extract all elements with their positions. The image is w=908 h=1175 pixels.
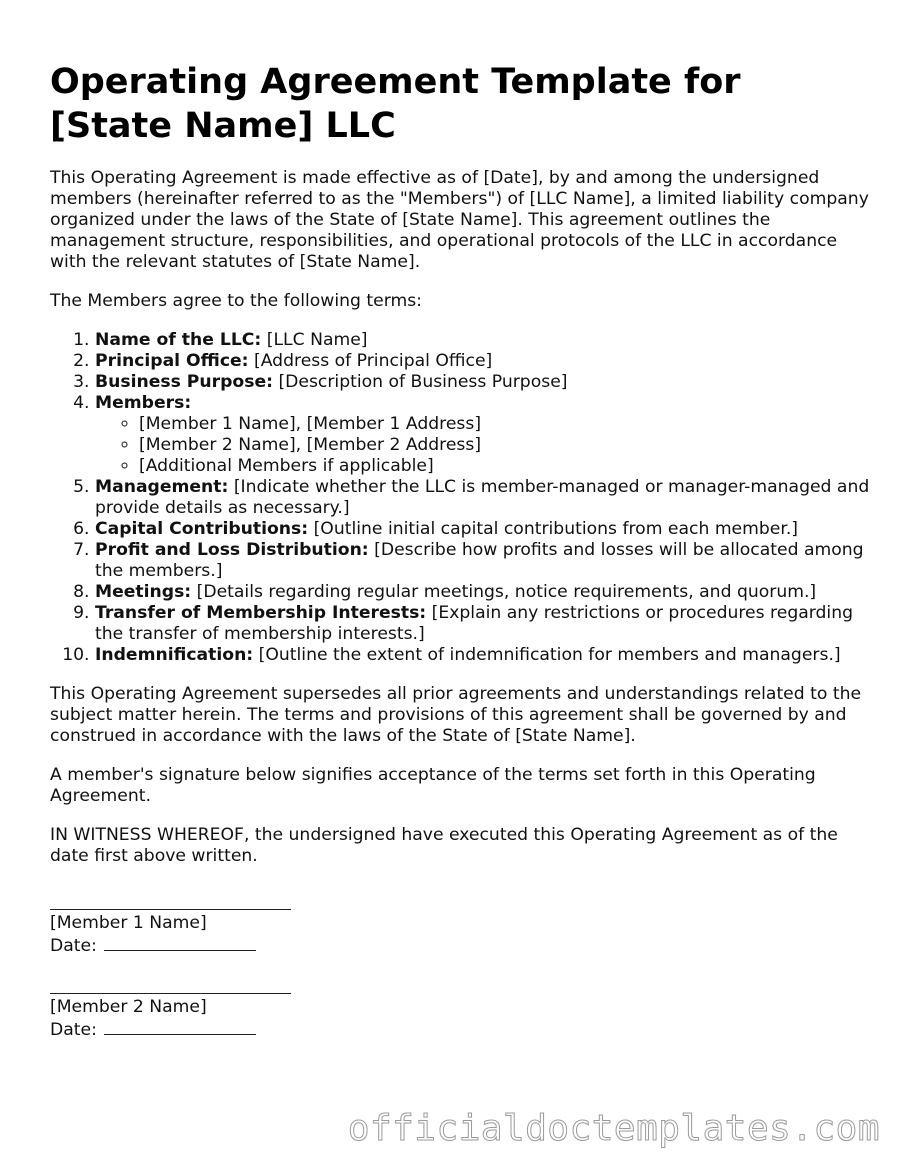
document-title: Operating Agreement Template for [State Name] LLC <box>50 62 741 146</box>
signer-name: [Member 2 Name] <box>50 997 207 1017</box>
date-row <box>50 934 870 957</box>
term-item <box>95 603 870 645</box>
term-label: Members: <box>95 393 192 413</box>
term-label: Indemnification: <box>95 645 254 665</box>
date-line[interactable] <box>104 934 256 951</box>
term-item <box>95 582 870 603</box>
members-sublist <box>95 414 870 477</box>
term-item <box>95 330 870 351</box>
terms-lead: The Members agree to the following terms: <box>50 291 422 311</box>
term-label: Management: <box>95 477 229 497</box>
term-label: Business Purpose: <box>95 372 273 392</box>
term-label: Meetings: <box>95 582 192 602</box>
term-item <box>95 645 870 666</box>
member-entry: ◦ [Member 2 Name], [Member 2 Address] <box>139 435 870 456</box>
signature-block <box>50 975 870 1041</box>
term-label: Capital Contributions: <box>95 519 309 539</box>
term-item <box>95 393 870 477</box>
term-text: [Details regarding regular meetings, notice requirements, and quorum.] <box>191 582 817 602</box>
term-item <box>95 372 870 393</box>
signature-line[interactable] <box>50 975 291 994</box>
intro-paragraph: This Operating Agreement is made effective as of [Date], by and among the undersigned members (hereinafter referred to as the "Members") of [LLC Name], a limited liability company organized under the laws of the State of [State Name]. This agreement outlines the management structure, responsibilities, and operational protocols of the LLC in accordance with the relevant statutes of [State Name]. <box>50 168 869 272</box>
supersedes-paragraph: This Operating Agreement supersedes all prior agreements and understandings related to the subject matter herein. The terms and provisions of this agreement shall be governed by and construed in accordance with the laws of the State of [State Name]. <box>50 684 862 746</box>
term-text: [Outline initial capital contributions from each member.] <box>308 519 799 539</box>
term-item <box>95 519 870 540</box>
watermark-text: officialdoctemplates.com <box>347 1108 880 1149</box>
term-label: Profit and Loss Distribution: <box>95 540 369 560</box>
signature-block <box>50 891 870 957</box>
term-text: [Outline the extent of indemnification for members and managers.] <box>253 645 841 665</box>
date-line[interactable] <box>104 1018 256 1035</box>
date-label: Date: <box>50 1020 97 1040</box>
term-text: [Address of Principal Office] <box>248 351 493 371</box>
term-text: [Description of Business Purpose] <box>272 372 568 392</box>
term-text: [Explain any restrictions or procedures regarding the transfer of membership interests.] <box>95 603 854 644</box>
term-text: [Describe how profits and losses will be allocated among the members.] <box>95 540 864 581</box>
term-label: Principal Office: <box>95 351 249 371</box>
member-entry: ◦ [Member 1 Name], [Member 1 Address] <box>139 414 870 435</box>
signature-section <box>50 891 870 1041</box>
term-text: [LLC Name] <box>261 330 368 350</box>
term-item <box>95 477 870 519</box>
term-text: [Indicate whether the LLC is member-managed or manager-managed and provide details as necessary.] <box>95 477 870 518</box>
date-row <box>50 1018 870 1041</box>
terms-list <box>50 330 870 666</box>
signature-note: A member's signature below signifies acceptance of the terms set forth in this Operating Agreement. <box>50 765 816 806</box>
document-page <box>50 60 870 1059</box>
term-label: Name of the LLC: <box>95 330 262 350</box>
member-entry: ◦ [Additional Members if applicable] <box>139 456 870 477</box>
signer-name: [Member 1 Name] <box>50 913 207 933</box>
term-label: Transfer of Membership Interests: <box>95 603 427 623</box>
date-label: Date: <box>50 936 97 956</box>
term-item <box>95 540 870 582</box>
term-item <box>95 351 870 372</box>
signature-line[interactable] <box>50 891 291 910</box>
witness-paragraph: IN WITNESS WHEREOF, the undersigned have executed this Operating Agreement as of the date first above written. <box>50 825 838 866</box>
